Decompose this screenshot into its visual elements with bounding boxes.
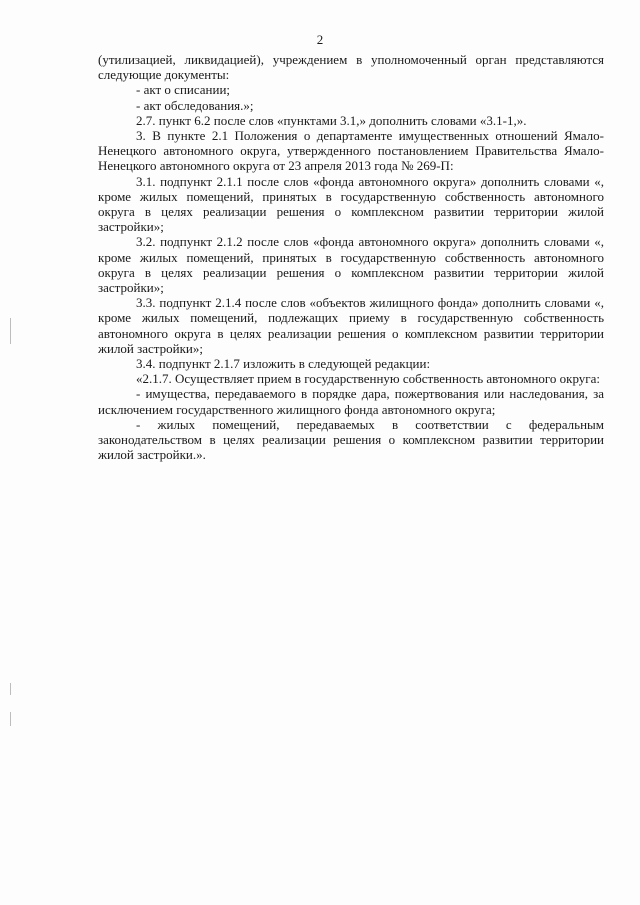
paragraph-3-4: 3.4. подпункт 2.1.7 изложить в следующей редакции: bbox=[136, 356, 431, 372]
page-number: 2 bbox=[316, 32, 324, 47]
paragraph-3-2: 3.2. подпункт 2.1.2 после слов «фонда автономного округа» дополнить словами «, кроме жилых помещений, принятых в государственную собственность автономного округа в целях реализации решения о комплексном развитии территории жилой застройки»; bbox=[98, 234, 604, 296]
paragraph-3-3: 3.3. подпункт 2.1.4 после слов «объектов жилищного фонда» дополнить словами «, кроме жилых помещений, подлежащих приему в государственную собственность автономного округа в целях реализации решения о комплексном развитии территории жилой застройки»; bbox=[98, 295, 604, 356]
list-item-act-writeoff: - акт о списании; bbox=[136, 82, 231, 98]
list-item-property: - имущества, передаваемого в порядке дара, пожертвования или наследования, за исключением государственного жилищного фонда автономного округа; bbox=[98, 386, 604, 417]
document-body bbox=[98, 52, 604, 462]
paragraph-2-1-7: «2.1.7. Осуществляет прием в государственную собственность автономного округа: bbox=[136, 371, 601, 387]
scan-margin-mark bbox=[10, 318, 11, 344]
paragraph-3-1: 3.1. подпункт 2.1.1 после слов «фонда автономного округа» дополнить словами «, кроме жилых помещений, принятых в государственную собственность автономного округа в целях реализации решения о комплексном развитии территории жилой застройки»; bbox=[98, 173, 604, 235]
list-item-housing: - жилых помещений, передаваемых в соответствии с федеральным законодательством в целях реализации решения о комплексном развитии территории жилой застройки.». bbox=[98, 416, 604, 463]
paragraph-2-7: 2.7. пункт 6.2 после слов «пунктами 3.1,» дополнить словами «3.1-1,». bbox=[136, 112, 527, 128]
list-item-act-inspection: - акт обследования.»; bbox=[136, 97, 254, 113]
scan-margin-mark bbox=[10, 683, 11, 695]
paragraph-continuation: (утилизацией, ликвидацией), учреждением в уполномоченный орган представляются следующие документы: bbox=[98, 52, 604, 83]
scan-margin-mark bbox=[10, 712, 11, 726]
paragraph-3: 3. В пункте 2.1 Положения о департаменте имущественных отношений Ямало-Ненецкого автономного округа, утвержденного постановлением Правительства Ямало-Ненецкого автономного округа от 23 апреля 2013 года № 269-П: bbox=[98, 128, 604, 174]
